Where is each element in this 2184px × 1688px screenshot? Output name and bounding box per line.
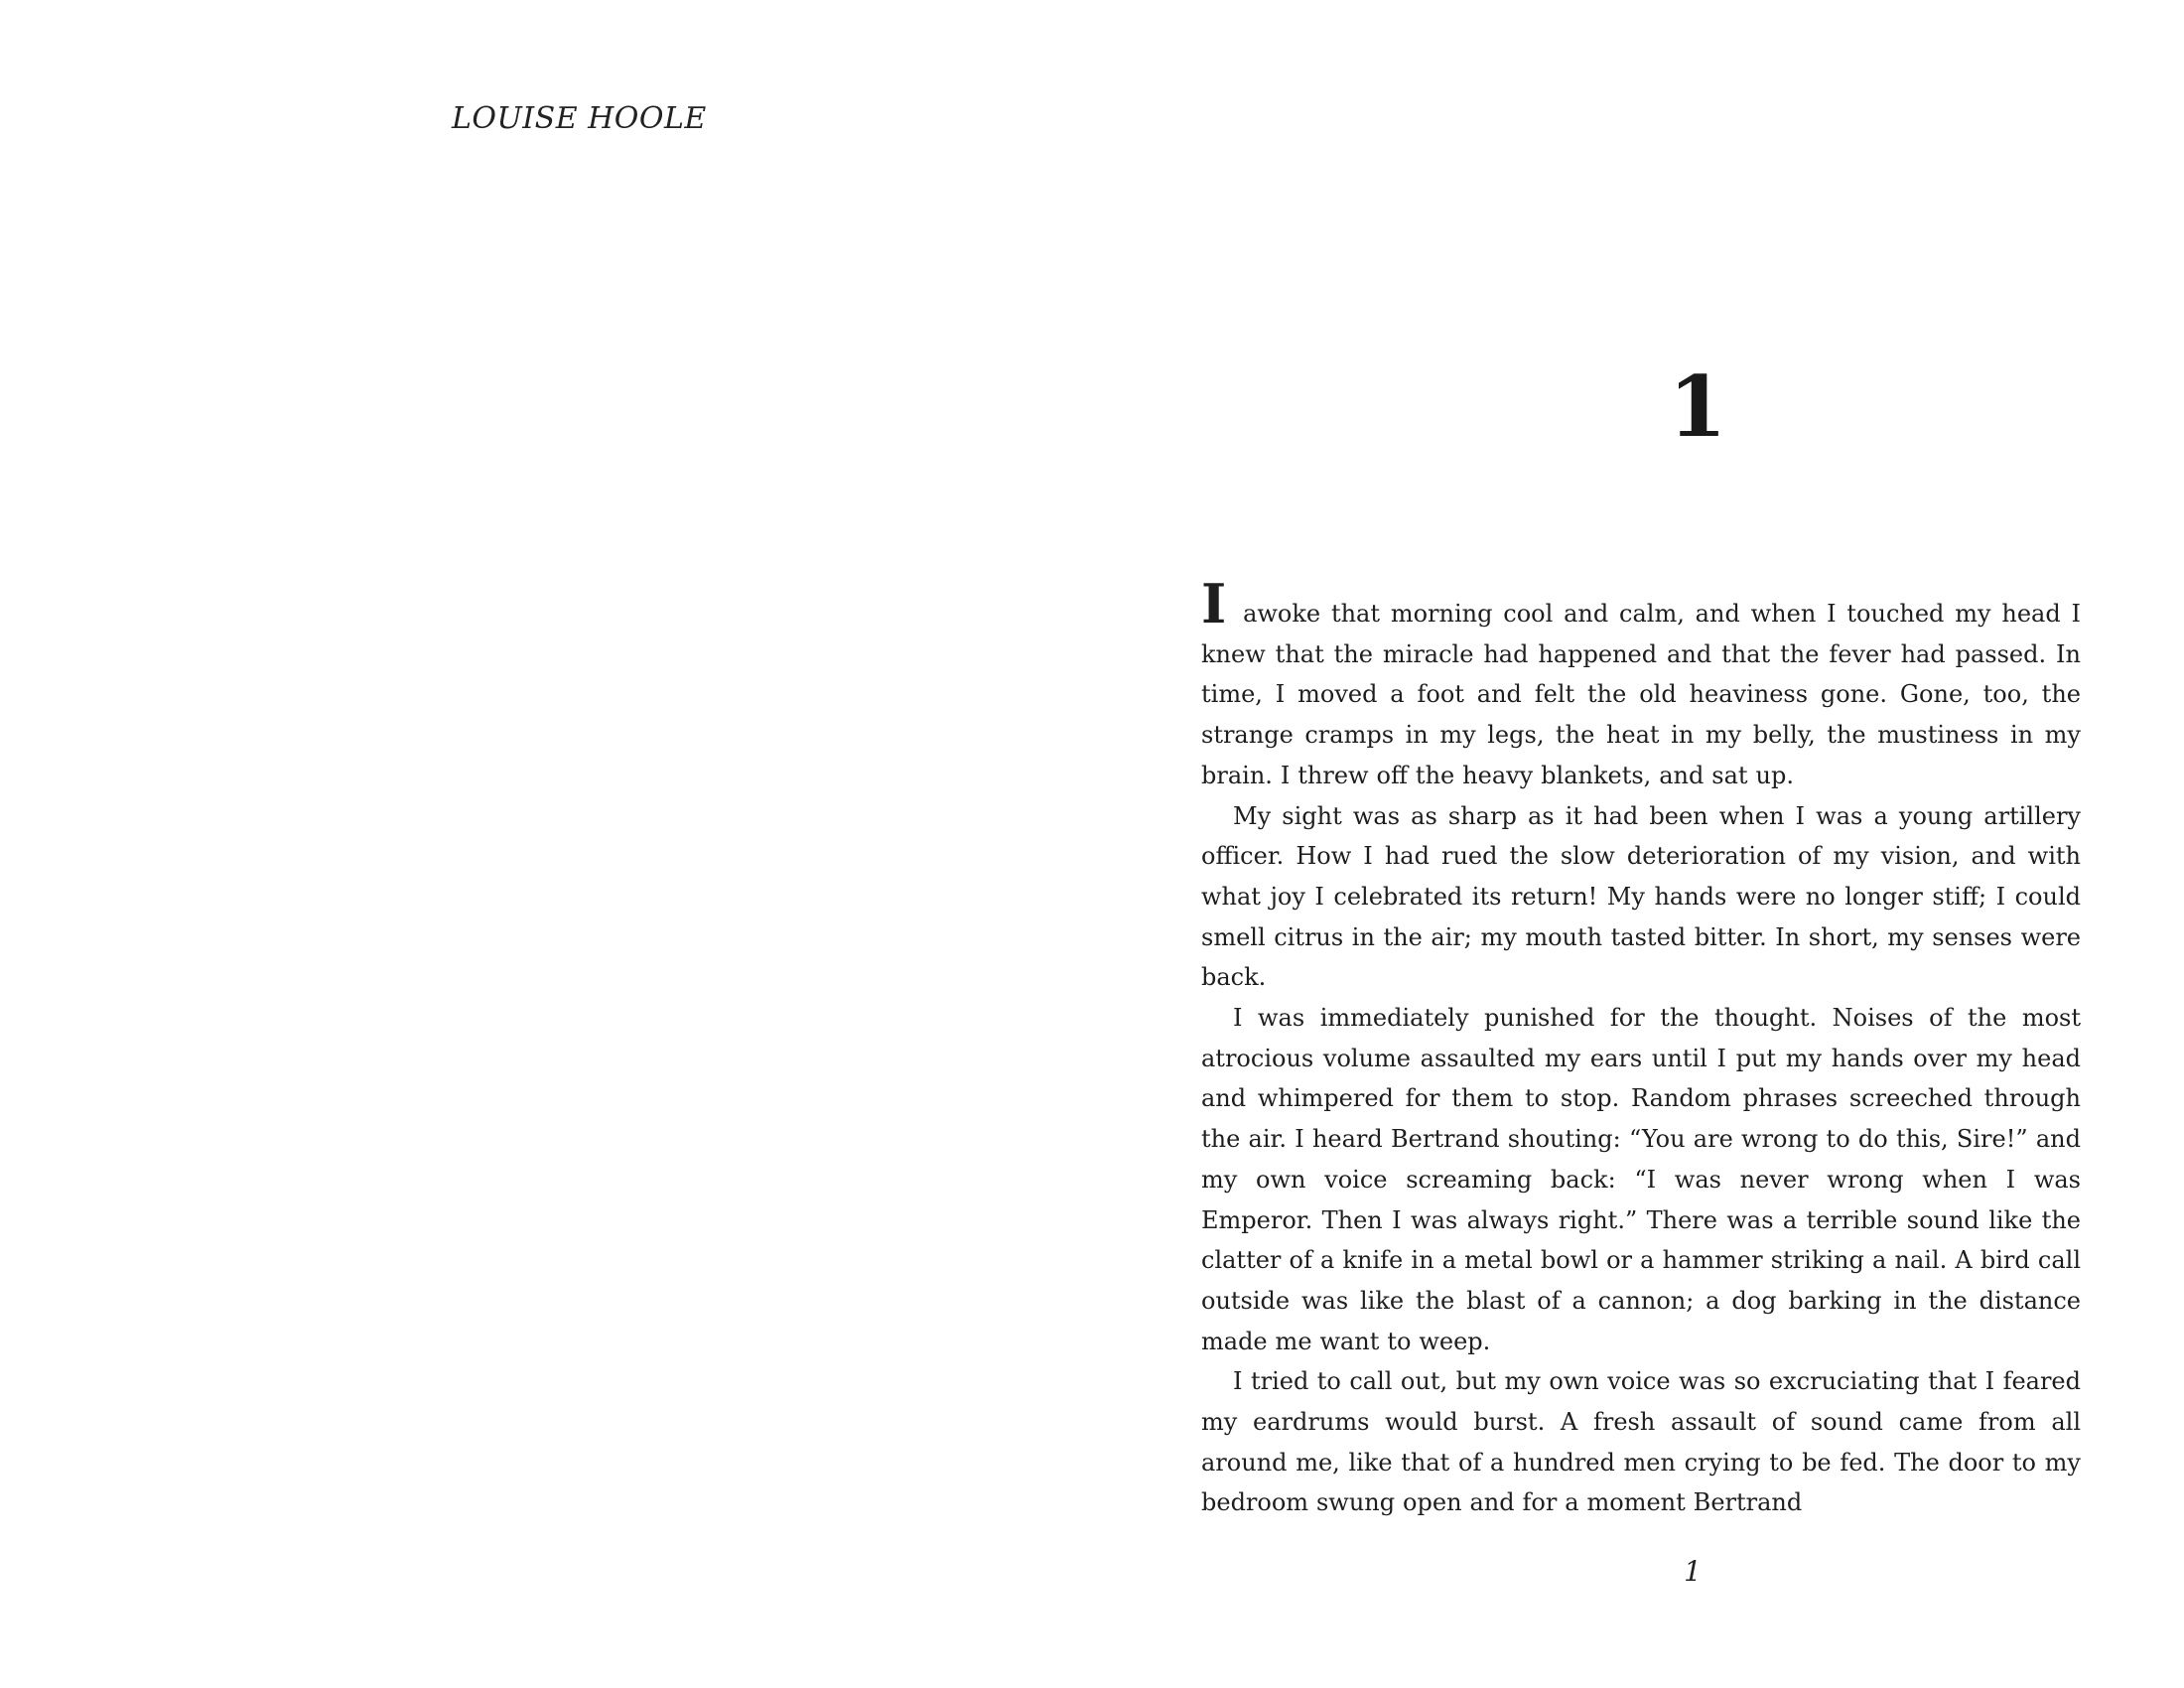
drop-cap: I [1201, 572, 1227, 635]
paragraph-3: I was immediately punished for the thought. Noises of the most atrocious volume assaulted my ears until I put my hands over my head and whimpered for them to stop. Random phrases screeched through the air. I heard Bertrand shouting: “You are wrong to do this, Sire!” and my own voice screaming back: “I was never wrong when I was Emperor. Then I was always right.” There was a terrible sound like the clatter of a knife in a metal bowl or a hammer striking a nail. A bird call outside was like the blast of a cannon; a dog barking in the distance made me want to weep. [1201, 1004, 2081, 1355]
paragraph-1 [1201, 572, 2081, 796]
paragraph-2: My sight was as sharp as it had been when I was a young artillery officer. How I had rued the slow deterioration of my vision, and with what joy I celebrated its return! My hands were no longer stiff; I could smell citrus in the air; my mouth tasted bitter. In short, my senses were back. [1201, 801, 2081, 992]
right-page [1092, 0, 2184, 1688]
page-number: 1 [1684, 1555, 1702, 1588]
body-text [1201, 572, 2081, 1523]
paragraph-4: I tried to call out, but my own voice was so excruciating that I feared my eardrums would burst. A fresh assault of sound came from all around me, like that of a hundred men crying to be fed. The door to my bedroom swung open and for a moment Bertrand [1201, 1367, 2081, 1517]
chapter-number: 1 [1668, 357, 1727, 456]
paragraph-1-text: awoke that morning cool and calm, and when I touched my head I knew that the miracle had happened and that the fever had passed. In time, I moved a foot and felt the old heaviness gone. Gone, too, the strange cramps in my legs, the heat in my belly, the mustiness in my brain. I threw off the heavy blankets, and sat up. [1201, 600, 2081, 789]
running-head-author: LOUISE HOOLE [452, 101, 707, 136]
